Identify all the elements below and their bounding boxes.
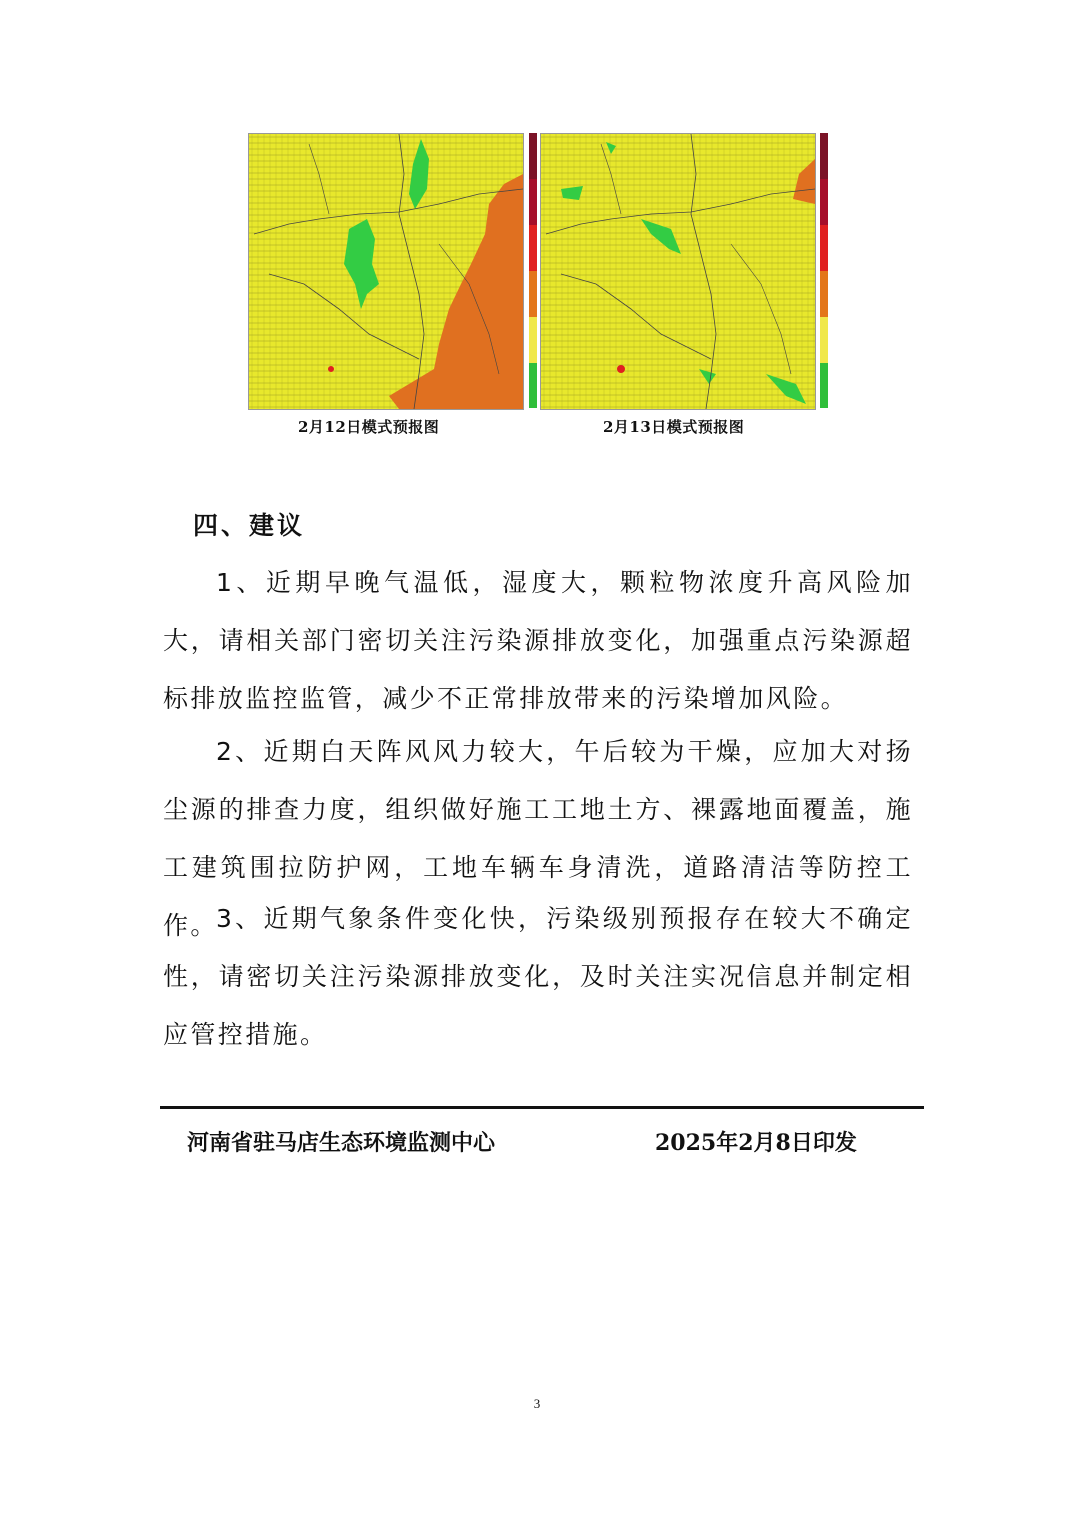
paragraph-3: 3、近期气象条件变化快，污染级别预报存在较大不确定性，请密切关注污染源排放变化，及时关注实况信息并制定相应管控措施。 (163, 904, 913, 1049)
footer-date: 2025年2月8日印发 (655, 1130, 857, 1156)
map-caption-feb13: 2月13日模式预报图 (603, 418, 745, 436)
page-number: 3 (533, 1396, 541, 1411)
section-heading: 四、建议 (193, 511, 306, 540)
legend-bar-1 (529, 133, 537, 408)
paragraph-2: 2、近期白天阵风风力较大，午后较为干燥，应加大对扬尘源的排查力度，组织做好施工工地土方、裸露地面覆盖，施工建筑围拉防护网，工地车辆车身清洗，道路清洁等防控工作。 (163, 737, 913, 940)
footer-rule (160, 1106, 924, 1109)
forecast-maps (248, 133, 832, 411)
legend-bar-2 (820, 133, 828, 408)
forecast-map-feb12 (248, 133, 524, 410)
footer-issuer: 河南省驻马店生态环境监测中心 (187, 1130, 496, 1156)
paragraph-1: 1、近期早晚气温低，湿度大，颗粒物浓度升高风险加大，请相关部门密切关注污染源排放变化，加强重点污染源超标排放监控监管，减少不正常排放带来的污染增加风险。 (163, 568, 913, 713)
forecast-map-feb13 (540, 133, 816, 410)
map-caption-feb12: 2月12日模式预报图 (298, 418, 440, 436)
